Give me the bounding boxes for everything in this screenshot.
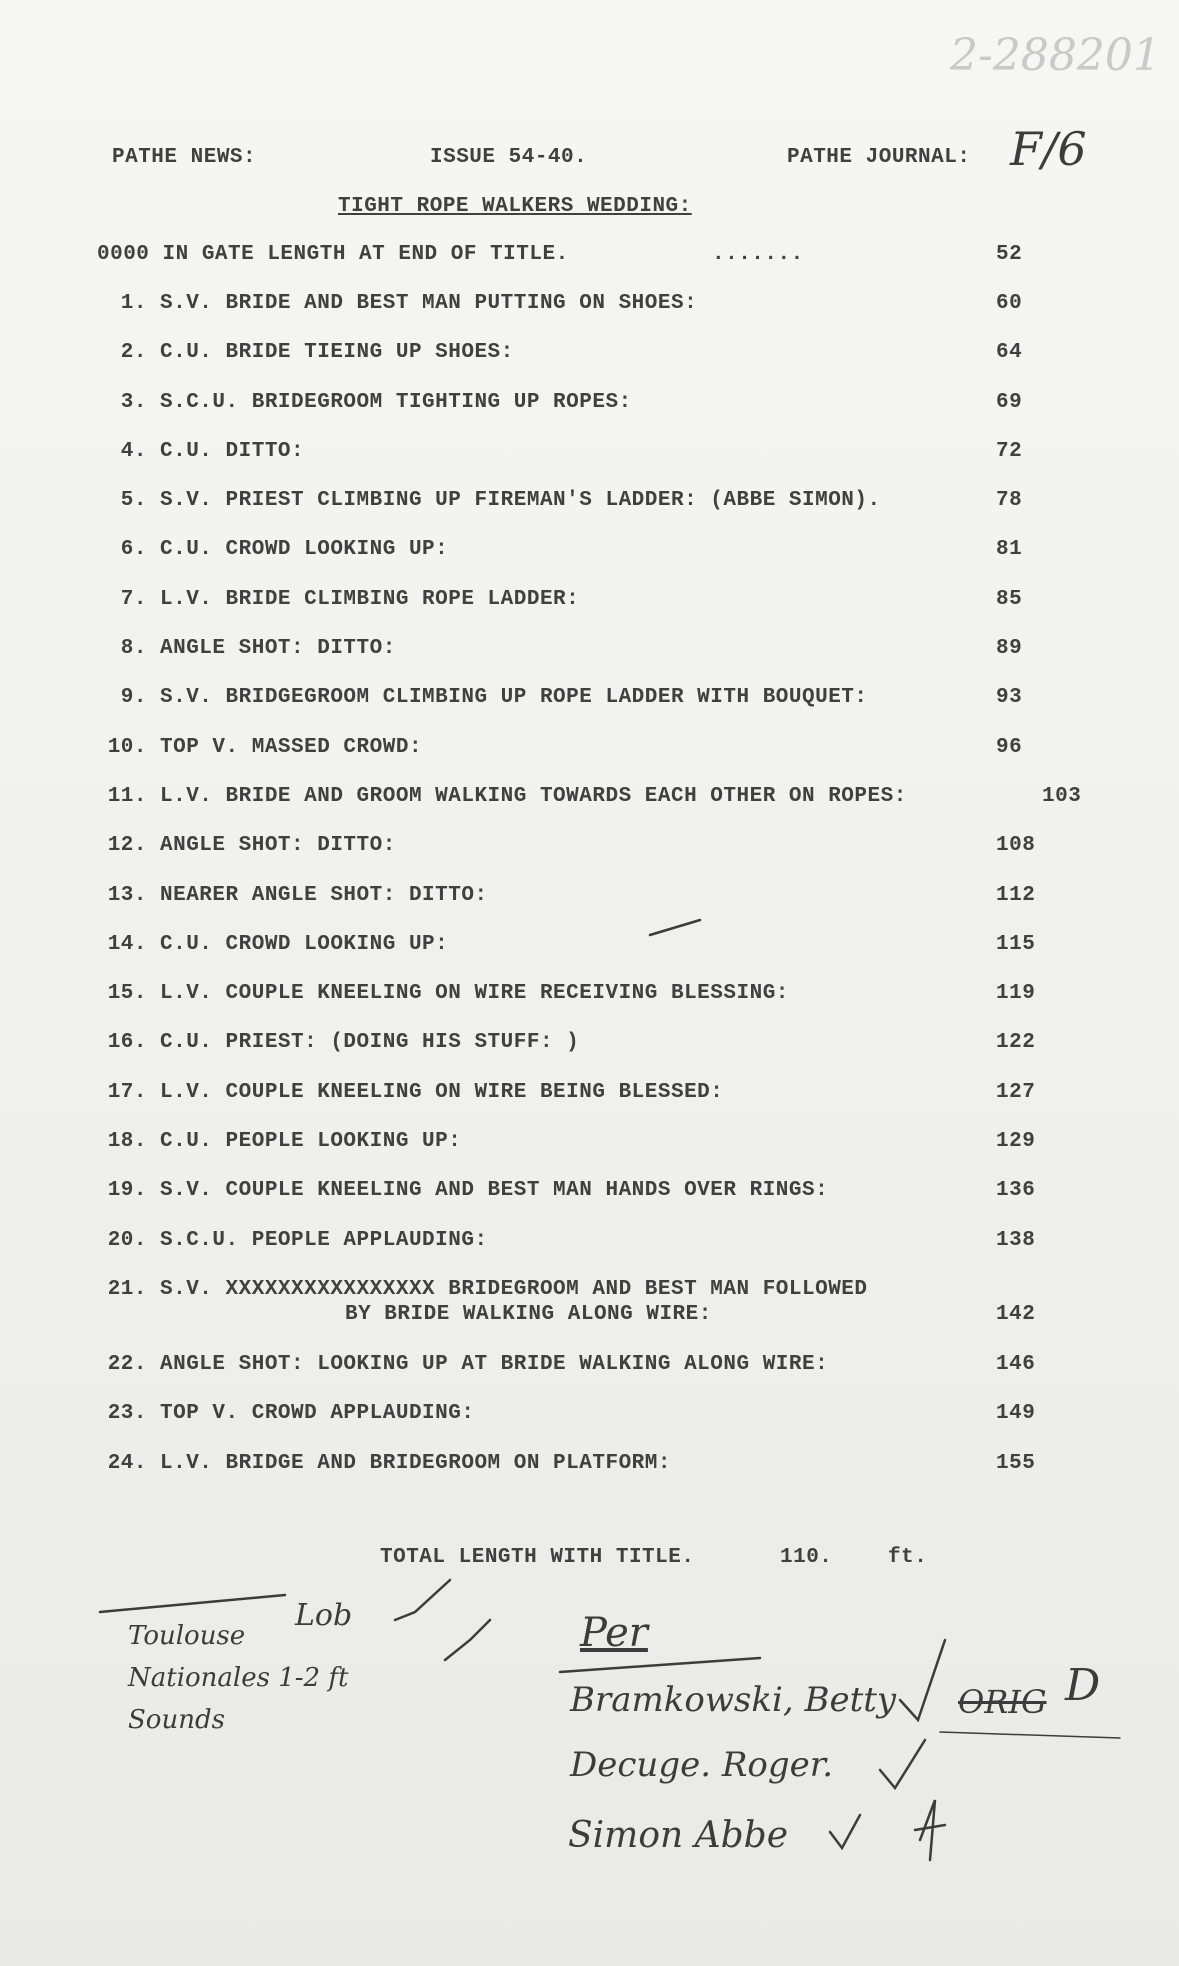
shot-number: 17. [107, 1080, 147, 1104]
header-pathe-journal: PATHE JOURNAL: [787, 146, 971, 169]
shot-number: 14. [107, 932, 147, 956]
underline-stroke [560, 1658, 760, 1672]
shot-description: S.C.U. PEOPLE APPLAUDING: [160, 1228, 488, 1252]
shot-number: 10. [107, 735, 147, 759]
shot-number: 18. [107, 1130, 147, 1154]
shot-footage: 129 [996, 1130, 1036, 1154]
shot-description: ANGLE SHOT: DITTO: [160, 834, 396, 858]
handwritten-letter-d: D [1065, 1660, 1101, 1711]
shot-description: L.V. COUPLE KNEELING ON WIRE RECEIVING BLESSING: [160, 982, 789, 1006]
shot-description: S.V. COUPLE KNEELING AND BEST MAN HANDS OVER RINGS: [160, 1179, 829, 1203]
shot-footage: 85 [996, 587, 1023, 611]
shot-description: C.U. DITTO: [160, 439, 305, 463]
total-unit: ft. [888, 1546, 928, 1569]
pen-stroke-1 [100, 1595, 285, 1612]
header-pathe-news: PATHE NEWS: [112, 146, 257, 169]
shot-description: L.V. BRIDE AND GROOM WALKING TOWARDS EACH OTHER ON ROPES: [160, 784, 907, 808]
shot-footage: 155 [996, 1451, 1036, 1475]
long-pen-stroke [940, 1732, 1120, 1738]
shot-description: C.U. CROWD LOOKING UP: [160, 932, 449, 956]
shot-description: C.U. CROWD LOOKING UP: [160, 538, 449, 562]
shot-number: 19. [107, 1179, 147, 1203]
lead-row-dots: ....... [712, 243, 804, 266]
shot-number: 1. [120, 292, 147, 315]
shot-number: 15. [107, 982, 147, 1006]
shot-number: 23. [107, 1402, 147, 1426]
tick-mark-5 [830, 1815, 860, 1848]
shot-description: S.V. XXXXXXXXXXXXXXXX BRIDEGROOM AND BEST MAN FOLLOWED [160, 1277, 868, 1301]
shot-number: 9. [120, 686, 147, 710]
shot-description: S.V. BRIDGEGROOM CLIMBING UP ROPE LADDER WITH BOUQUET: [160, 686, 868, 710]
shot-number: 22. [107, 1352, 147, 1376]
header-issue: ISSUE 54-40. [430, 146, 588, 169]
shot-footage: 112 [996, 883, 1036, 907]
shot-description: L.V. BRIDGE AND BRIDEGROOM ON PLATFORM: [160, 1451, 671, 1475]
shot-number: 12. [107, 834, 147, 858]
shot-footage: 89 [996, 637, 1023, 661]
handwritten-name-1: Bramkowski, Betty [570, 1680, 897, 1720]
shot-footage: 146 [996, 1352, 1036, 1376]
shot-description: ANGLE SHOT: DITTO: [160, 637, 396, 661]
shot-description: S.C.U. BRIDEGROOM TIGHTING UP ROPES: [160, 390, 632, 414]
shot-number: 2. [120, 341, 147, 365]
shot-footage: 119 [996, 982, 1036, 1006]
shot-footage: 93 [996, 686, 1023, 710]
shot-footage: 69 [996, 390, 1023, 414]
shot-number: 8. [120, 637, 147, 661]
lead-row-text: 0000 IN GATE LENGTH AT END OF TITLE. [97, 243, 569, 266]
shot-description: C.U. PEOPLE LOOKING UP: [160, 1130, 462, 1154]
shot-footage: 81 [996, 538, 1023, 562]
total-label: TOTAL LENGTH WITH TITLE. [380, 1546, 695, 1569]
tick-mark-1 [395, 1580, 450, 1620]
handwritten-line-2: Nationales 1-2 ft [128, 1663, 349, 1693]
total-value: 110. [780, 1546, 833, 1569]
shot-footage: 78 [996, 489, 1023, 513]
handwritten-line-3: Sounds [128, 1705, 225, 1735]
shot-footage: 122 [996, 1031, 1036, 1055]
shot-footage: 142 [996, 1302, 1036, 1326]
lead-row-footage: 52 [996, 243, 1023, 266]
shot-footage: 60 [996, 292, 1023, 315]
shot-description: L.V. COUPLE KNEELING ON WIRE BEING BLESSED: [160, 1080, 724, 1104]
shot-footage: 149 [996, 1402, 1036, 1426]
shot-number: 11. [107, 784, 147, 808]
tick-mark-2 [445, 1620, 490, 1660]
tick-mark-4 [880, 1740, 925, 1788]
shot-description: S.V. PRIEST CLIMBING UP FIREMAN'S LADDER: (ABBE SIMON). [160, 489, 881, 513]
shot-number: 6. [120, 538, 147, 562]
tick-mark-3 [900, 1640, 945, 1720]
shot-number: 5. [120, 489, 147, 513]
shot-footage: 115 [996, 932, 1036, 956]
shot-description: TOP V. CROWD APPLAUDING: [160, 1402, 475, 1426]
document-title: TIGHT ROPE WALKERS WEDDING: [338, 195, 692, 218]
shot-number: 4. [120, 439, 147, 463]
handwritten-name-2: Decuge. Roger. [570, 1745, 834, 1785]
header-handwritten-mark: F/6 [1010, 122, 1087, 176]
shot-description: L.V. BRIDE CLIMBING ROPE LADDER: [160, 587, 580, 611]
shot-footage: 96 [996, 735, 1023, 759]
shot-number: 20. [107, 1228, 147, 1252]
shot-description: TOP V. MASSED CROWD: [160, 735, 423, 759]
stray-pen-stroke [650, 920, 700, 935]
shot-footage: 103 [1042, 784, 1082, 808]
handwritten-lob: Lob [295, 1598, 353, 1633]
shot-footage: 138 [996, 1228, 1036, 1252]
shot-description: S.V. BRIDE AND BEST MAN PUTTING ON SHOES: [160, 292, 698, 315]
shot-number: 3. [120, 390, 147, 414]
shot-footage: 136 [996, 1179, 1036, 1203]
scribble-mark [915, 1800, 945, 1860]
shot-description: ANGLE SHOT: LOOKING UP AT BRIDE WALKING ALONG WIRE: [160, 1352, 829, 1376]
shot-footage: 127 [996, 1080, 1036, 1104]
shot-number: 21. [107, 1277, 147, 1301]
shot-number: 13. [107, 883, 147, 907]
shot-number: 16. [107, 1031, 147, 1055]
shot-description: NEARER ANGLE SHOT: DITTO: [160, 883, 488, 907]
shot-description: C.U. PRIEST: (DOING HIS STUFF: ) [160, 1031, 580, 1055]
shot-description-continued: BY BRIDE WALKING ALONG WIRE: [345, 1302, 712, 1326]
shot-number: 7. [120, 587, 147, 611]
handwritten-per: Per [580, 1610, 648, 1656]
shot-description: C.U. BRIDE TIEING UP SHOES: [160, 341, 514, 365]
handwritten-line-1: Toulouse [128, 1621, 246, 1651]
handwritten-name-3: Simon Abbe [568, 1815, 789, 1856]
shot-footage: 64 [996, 341, 1023, 365]
shot-number: 24. [107, 1451, 147, 1475]
shot-footage: 108 [996, 834, 1036, 858]
handwritten-orig-struck: ORIG [958, 1683, 1047, 1721]
reference-number: 2-288201 [950, 30, 1161, 81]
shot-footage: 72 [996, 439, 1023, 463]
